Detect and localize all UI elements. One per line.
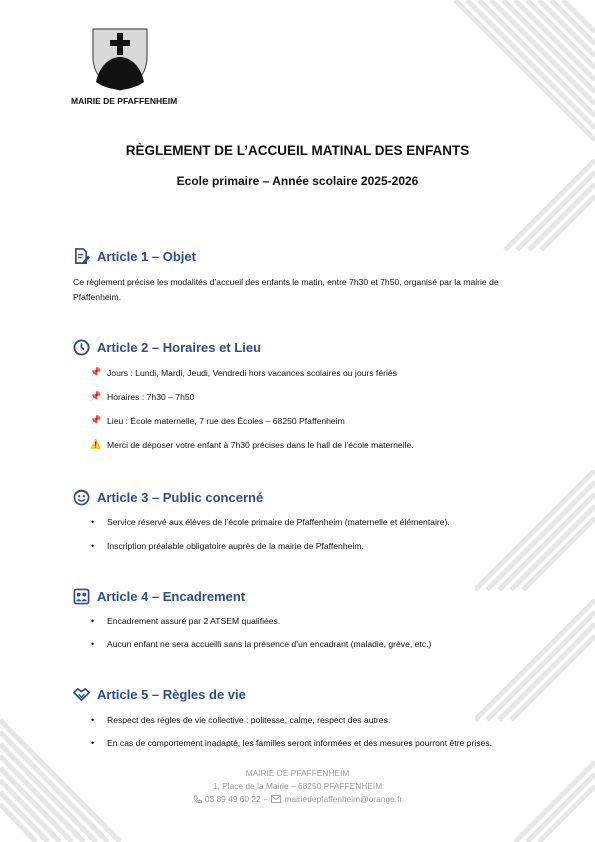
footer-organization: MAIRIE DE PFAFFENHEIM xyxy=(245,768,350,778)
page-title: RÈGLEMENT DE L’ACCUEIL MATINAL DES ENFANTS xyxy=(125,143,470,158)
article-3-title: Article 3 – Public concerné xyxy=(97,489,264,505)
email-icon xyxy=(271,795,281,803)
article-5-title: Article 5 – Règles de vie xyxy=(97,686,246,702)
pushpin-icon: 📌 xyxy=(90,415,102,425)
footer-contact xyxy=(0,794,595,804)
pushpin-icon: 📌 xyxy=(90,367,102,377)
coat-of-arms-logo xyxy=(91,27,149,91)
schedule-days: Jours : Lundi, Mardi, Jeudi, Vendredi hors vacances scolaires ou jours fériés xyxy=(107,367,397,378)
pushpin-icon: 📌 xyxy=(90,391,102,401)
document-edit-icon xyxy=(73,248,90,265)
article-4-heading xyxy=(73,586,245,606)
schedule-item xyxy=(90,391,194,402)
schedule-item xyxy=(90,415,345,426)
footer-phone: 03 89 49 60 22 xyxy=(204,794,261,804)
article-1-title: Article 1 – Objet xyxy=(97,248,196,264)
schedule-hours: Horaires : 7h30 – 7h50 xyxy=(107,391,195,402)
staff-icon xyxy=(73,588,90,605)
page-subtitle: Ecole primaire – Année scolaire 2025-2026 xyxy=(176,174,419,188)
article-2-heading xyxy=(73,337,261,357)
footer-address: 1, Place de la Mairie – 68250 PFAFFENHEIM xyxy=(212,781,383,791)
handshake-icon xyxy=(73,686,90,703)
schedule-location: Lieu : École maternelle, 7 rue des Écoles – 68250 Pfaffenheim xyxy=(107,415,345,426)
schedule-warning: Merci de déposer votre enfant à 7h30 précises dans le hall de l’école maternelle. xyxy=(107,439,414,450)
footer-email[interactable]: mairiedepfaffenheim@orange.fr xyxy=(284,794,403,804)
article-5-heading xyxy=(73,684,246,704)
schedule-item xyxy=(90,439,414,450)
phone-icon xyxy=(193,795,202,804)
mairie-label: MAIRIE DE PFAFFENHEIM xyxy=(71,96,178,106)
schedule-item xyxy=(90,367,397,378)
article-1-heading xyxy=(73,246,196,266)
article-2-title: Article 2 – Horaires et Lieu xyxy=(97,339,262,355)
clock-icon xyxy=(73,339,90,356)
article-3-heading xyxy=(73,487,263,507)
children-icon xyxy=(73,489,90,506)
warning-icon: ⚠️ xyxy=(90,439,102,449)
article-4-title: Article 4 – Encadrement xyxy=(97,588,246,604)
article-1-text: Ce règlement précise les modalités d’accueil des enfants le matin, entre 7h30 et 7h50, organisé par la mairie de Pfaffenheim. xyxy=(73,277,499,302)
footer-separator: – xyxy=(263,794,269,804)
